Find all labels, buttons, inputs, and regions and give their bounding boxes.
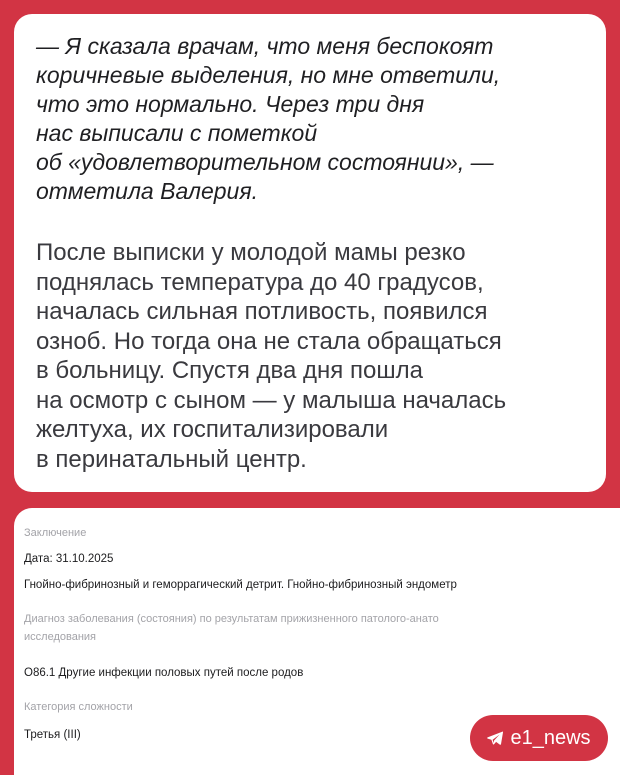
telegram-icon <box>487 731 503 745</box>
conclusion-label: Заключение <box>24 527 87 539</box>
conclusion-text: Гнойно-фибринозный и геморрагический детрит. Гнойно-фибринозный эндометр <box>24 579 457 591</box>
complexity-label: Категория сложности <box>24 701 133 713</box>
diagnosis-value: O86.1 Другие инфекции половых путей после родов <box>24 667 304 679</box>
document-date: Дата: 31.10.2025 <box>24 553 114 565</box>
quote-text: — Я сказала врачам, что меня беспокоят коричневые выделения, но мне ответили, что это нормально. Через три дня нас выписали с пометкой об «удовлетворительном состоянии», — отметила Валерия. <box>36 33 501 204</box>
diagnosis-label-line1: Диагноз заболевания (состояния) по результатам прижизненного патолого-анато <box>24 613 439 625</box>
badge-label: e1_news <box>510 726 591 749</box>
diagnosis-label-line2: исследования <box>24 631 96 643</box>
e1-news-badge[interactable] <box>470 715 608 761</box>
complexity-value: Третья (III) <box>24 729 81 741</box>
article-card <box>14 14 606 492</box>
article-paragraph: После выписки у молодой мамы резко поднялась температура до 40 градусов, началась сильная потливость, появился озноб. Но тогда она не стала обращаться в больницу. Спустя два дня пошла на осмотр с сыном — у малыша началась желтуха, их госпитализировали в перинатальный центр. <box>36 239 507 473</box>
